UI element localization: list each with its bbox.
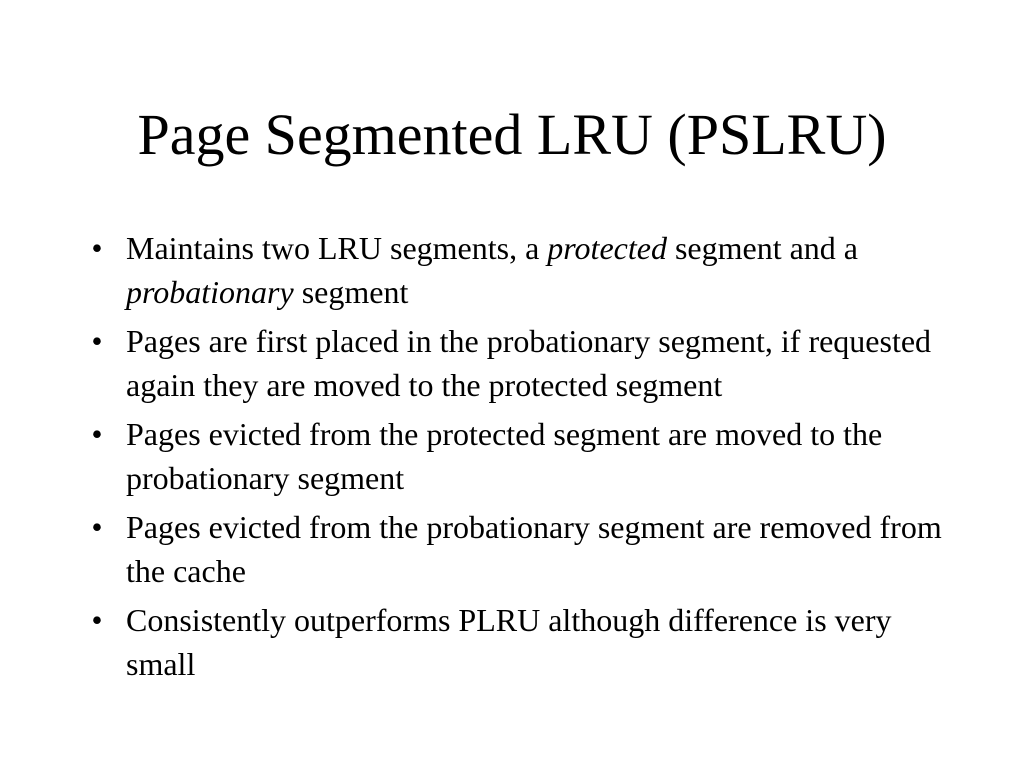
bullet-text-part: segment and a <box>666 230 858 266</box>
slide-title: Page Segmented LRU (PSLRU) <box>137 102 887 167</box>
emphasis-protected: protected <box>547 230 667 266</box>
bullet-icon: • <box>91 230 103 266</box>
bullet-text: Pages evicted from the probationary segment are removed from the cache <box>126 509 942 589</box>
bullet-text-part: segment <box>293 274 409 310</box>
emphasis-probationary: probationary <box>126 274 294 310</box>
bullet-icon: • <box>91 602 103 638</box>
bullet-text: Pages evicted from the protected segment are moved to the probationary segment <box>126 416 883 496</box>
bullet-text: Pages are first placed in the probationary segment, if requested again they are moved to the protected segment <box>126 323 932 403</box>
bullet-icon: • <box>91 323 103 359</box>
bullet-item-1 <box>82 226 962 314</box>
bullet-icon: • <box>91 509 103 545</box>
bullet-item-2 <box>82 319 962 407</box>
bullet-icon: • <box>91 416 103 452</box>
bullet-item-3 <box>82 412 962 500</box>
bullet-item-4 <box>82 505 962 593</box>
bullet-text <box>126 230 858 310</box>
bullet-text: Consistently outperforms PLRU although difference is very small <box>126 602 892 682</box>
bullet-text-part: Maintains two LRU segments, a <box>126 230 548 266</box>
bullet-list <box>82 226 962 691</box>
bullet-item-5 <box>82 598 962 686</box>
